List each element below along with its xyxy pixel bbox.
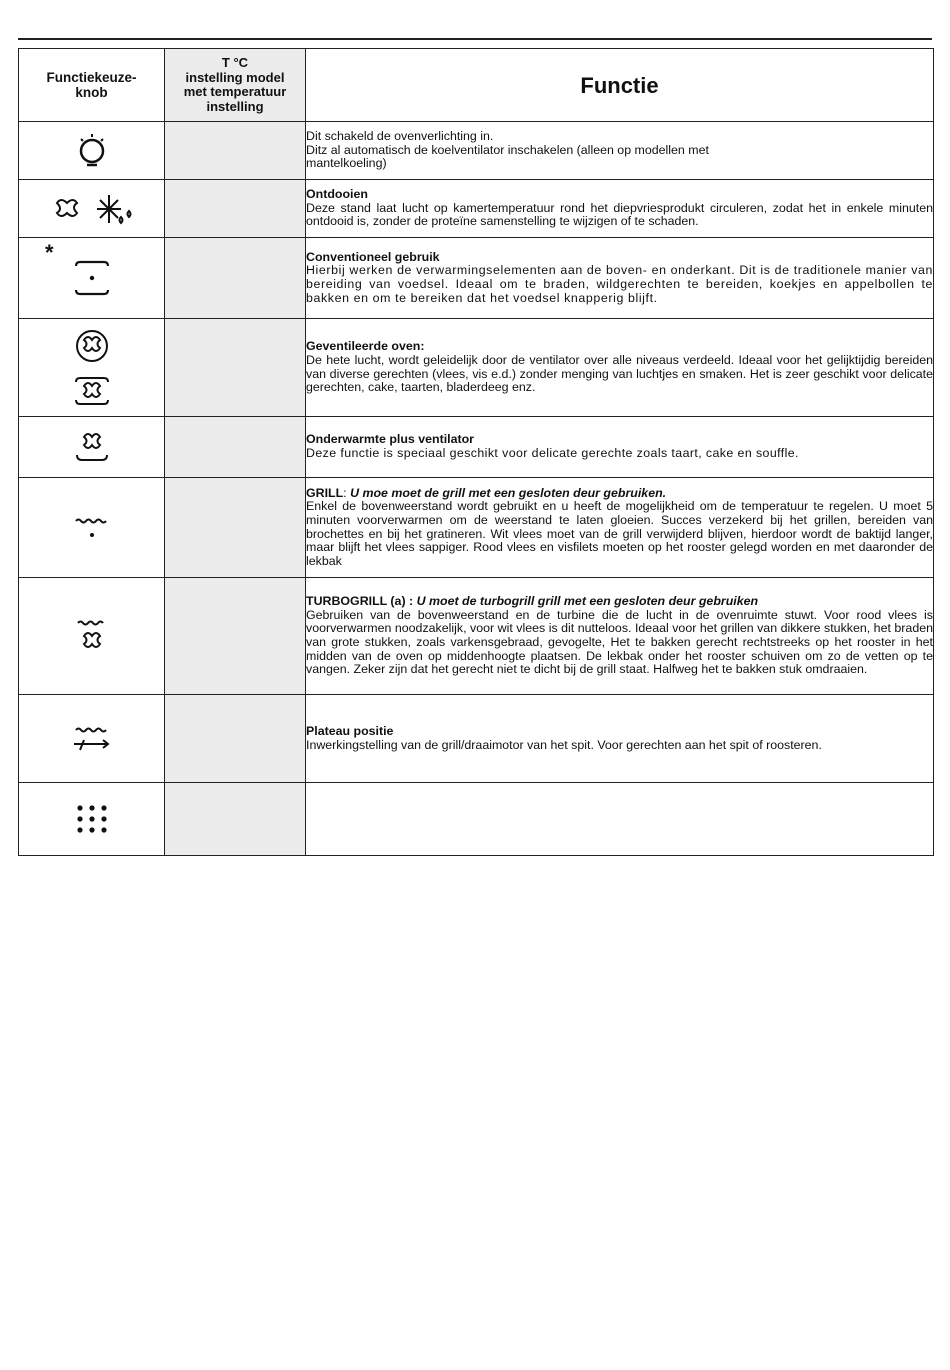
icon-cell	[19, 238, 165, 319]
icon-cell	[19, 417, 165, 478]
table-row	[19, 578, 934, 695]
description-cell	[306, 783, 934, 856]
turbogrill-icon	[72, 616, 112, 656]
temperature-cell	[165, 122, 306, 180]
conventional-icon	[72, 256, 112, 300]
pizza-dots-icon	[74, 802, 110, 836]
row-text: Deze functie is speciaal geschikt voor delicate gerechte zoals taart, cake en souffle.	[306, 446, 799, 460]
defrost-icon	[47, 191, 137, 227]
row-text: Deze stand laat lucht op kamertemperatuur rond het diepvriesprodukt circuleren, zodat het in enkele minuten ontdooid is, zonder de proteïne samenstelling te wijzigen of te schaden.	[306, 200, 933, 229]
temperature-cell	[165, 695, 306, 783]
bottom-heat-fan-icon	[72, 427, 112, 467]
row-title: Ontdooien	[306, 187, 368, 202]
row-title: Onderwarmte plus ventilator	[306, 432, 474, 447]
rotisserie-icon	[70, 724, 114, 754]
table-row	[19, 783, 934, 856]
table-header-row	[19, 49, 934, 122]
row-title: GRILL: U moe moet de grill met een gesloten deur gebruiken.	[306, 485, 667, 500]
table-row	[19, 319, 934, 417]
temperature-cell	[165, 238, 306, 319]
description-cell	[306, 180, 934, 238]
description-cell	[306, 319, 934, 417]
asterisk-marker: *	[45, 240, 54, 265]
table-row	[19, 478, 934, 578]
function-table	[18, 48, 934, 856]
description-cell	[306, 238, 934, 319]
table-row	[19, 180, 934, 238]
description-cell	[306, 122, 934, 180]
header-temperature: T °C instelling model met temperatuur instelling	[165, 49, 306, 122]
temperature-cell	[165, 180, 306, 238]
row-text: Enkel de bovenweerstand wordt gebruikt en u heeft de mogelijkheid om de temperatuur te regelen. U moet 5 minuten voorverwarmen om de weerstand te laten gloeien. Succes verzekerd bij het grillen, bereiden van brochettes en bij het gratineren. Wit vlees moet van de grill verwijderd blijven, hierdoor wordt de baktijd langer, maar blijft het vlees sappiger. Rood vlees en visfilets moeten op het rooster gelegd worden en met daaronder de lekbak	[306, 499, 933, 568]
header-function: Functie	[306, 49, 934, 122]
row-text: Inwerkingstelling van de grill/draaimotor van het spit. Voor gerechten aan het spit of roosteren.	[306, 737, 822, 752]
table-row	[19, 238, 934, 319]
description-cell	[306, 417, 934, 478]
row-title: Conventioneel gebruik	[306, 249, 440, 264]
fan-oven-icon	[72, 326, 112, 410]
description-cell	[306, 478, 934, 578]
icon-cell	[19, 695, 165, 783]
row-text: Gebruiken van de bovenweerstand en de turbine die de lucht in de ovenruimte stuwt. Voor rood vlees is voorverwarmen noodzakelijk, voor wit vlees is dit nutteloos. Ideaal voor het grillen van dikkere stukken, het braden van grote stukken, zoals varkensgebraad, gevogelte, Het te bakken gerecht rechtstreeks op het rooster in het midden van de oven op middenhoogte plaatsen. De lekbak onder het rooster schuiven om zo de vetten op te vangen. Zeker zijn dat het gerecht niet te dicht bij de grill staat. Halfweg het te bakken stuk omdraaien.	[306, 607, 933, 677]
table-row	[19, 417, 934, 478]
row-title: Plateau positie	[306, 723, 394, 738]
temperature-cell	[165, 478, 306, 578]
row-title: Geventileerde oven:	[306, 339, 425, 354]
icon-cell	[19, 478, 165, 578]
table-row	[19, 695, 934, 783]
description-cell	[306, 695, 934, 783]
icon-cell	[19, 122, 165, 180]
row-title-emphasis: U moe moet de grill met een gesloten deur gebruiken.	[350, 485, 667, 500]
row-text: De hete lucht, wordt geleidelijk door de ventilator over alle niveaus verdeeld. Ideaal voor het gelijktijdig bereiden van diverse gerechten (vlees, vis e.d.) zonder menging van luchtjes en smaken. Het is zeer geschikt voor delicate gerechten, cake, taarten, bladerdeeg enz.	[306, 352, 933, 395]
temperature-cell	[165, 319, 306, 417]
icon-cell	[19, 180, 165, 238]
row-text: Dit schakeld de ovenverlichting in. Ditz al automatisch de koelventilator inschakelen (alleen op modellen met mantelkoeling)	[306, 129, 709, 171]
icon-cell	[19, 319, 165, 417]
table-row	[19, 122, 934, 180]
icon-cell	[19, 578, 165, 695]
lamp-icon	[75, 131, 109, 171]
temperature-cell	[165, 417, 306, 478]
grill-icon	[72, 513, 112, 543]
row-title: TURBOGRILL (a) : U moet de turbogrill grill met een gesloten deur gebruiken	[306, 594, 759, 609]
top-rule	[18, 38, 932, 40]
temperature-cell	[165, 578, 306, 695]
header-knob: Functiekeuze- knob	[19, 49, 165, 122]
description-cell	[306, 578, 934, 695]
temperature-cell	[165, 783, 306, 856]
row-text: Hierbij werken de verwarmingselementen aan de boven- en onderkant. Dit is de traditionele manier van bereiding van voedsel. Ideaal om te braden, wildgerechten te bereiden, koekjes en appelbollen te bakken en om te bereiken dat het voedsel knapperig blijft.	[306, 263, 933, 305]
icon-cell	[19, 783, 165, 856]
row-title-emphasis: U moet de turbogrill grill met een gesloten deur gebruiken	[416, 594, 759, 609]
